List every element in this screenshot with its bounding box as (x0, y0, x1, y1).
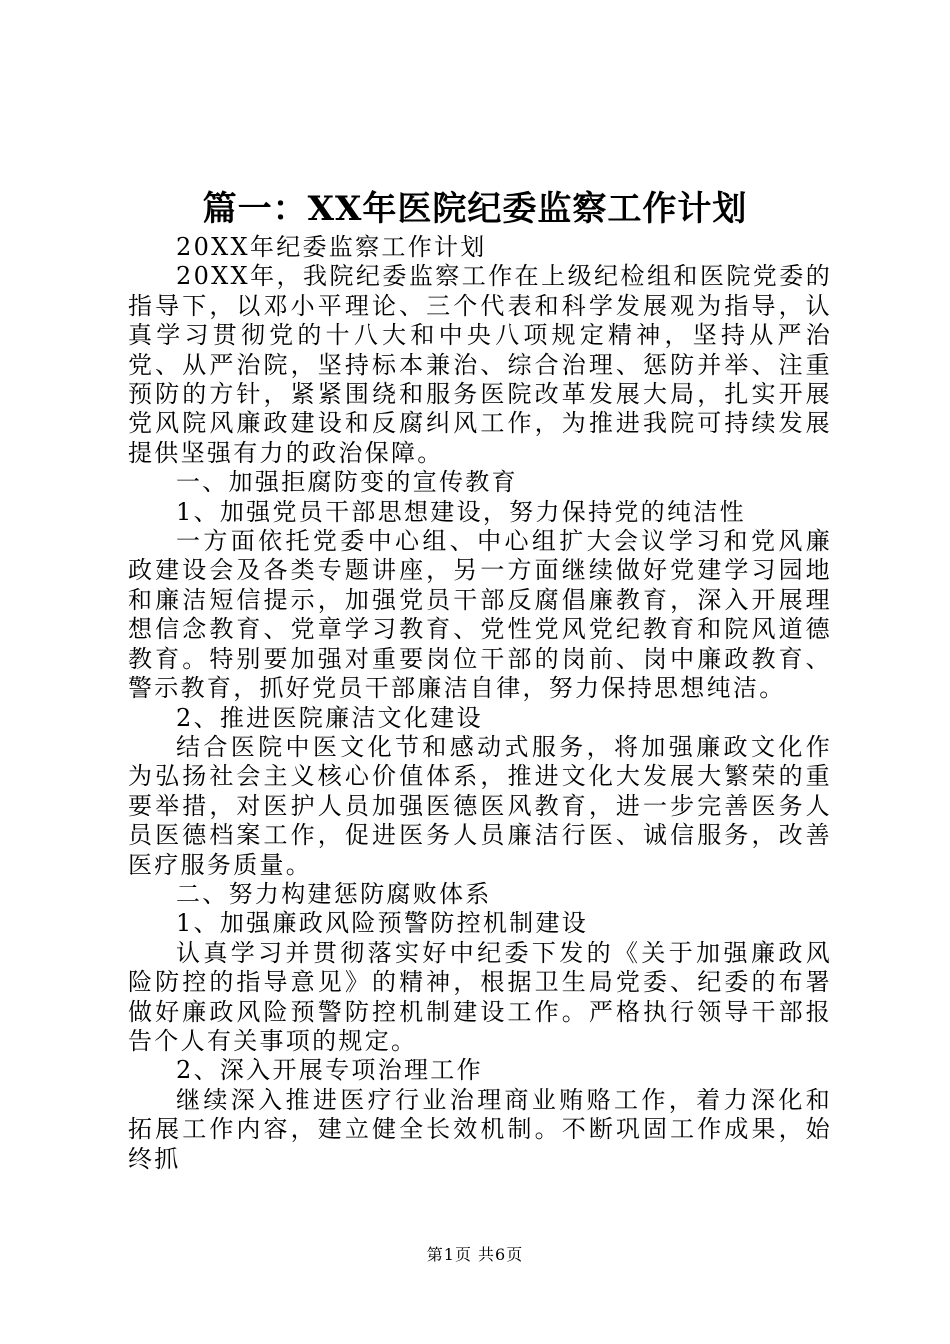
paragraph-1-2: 结合医院中医文化节和感动式服务，将加强廉政文化作为弘扬社会主义核心价值体系，推进文化大发展大繁荣的重要举措，对医护人员加强医德医风教育，进一步完善医务人员医德档案工作，促进医务人员廉洁行医、诚信服务，改善医疗服务质量。 (128, 732, 832, 879)
subsection-heading-2-1: 1、加强廉政风险预警防控机制建设 (176, 909, 589, 938)
page-title: 篇一：XX年医院纪委监察工作计划 (202, 189, 748, 229)
paragraph-2-2: 继续深入推进医疗行业治理商业贿赂工作，着力深化和拓展工作内容，建立健全长效机制。不断巩固工作成果，始终抓 (128, 1085, 832, 1173)
subsection-heading-1-2: 2、推进医院廉洁文化建设 (176, 703, 483, 732)
section-heading-1: 一、加强拒腐防变的宣传教育 (176, 468, 518, 497)
paragraph-subtitle: 20XX年纪委监察工作计划 (176, 233, 487, 261)
paragraph-1-1: 一方面依托党委中心组、中心组扩大会议学习和党风廉政建设会及各类专题讲座，另一方面继续做好党建学习园地和廉洁短信提示，加强党员干部反腐倡廉教育，深入开展理想信念教育、党章学习教育、党性党风党纪教育和院风道德教育。特别要加强对重要岗位干部的岗前、岗中廉政教育、警示教育，抓好党员干部廉洁自律，努力保持思想纯洁。 (128, 527, 832, 703)
document-body (128, 233, 832, 1174)
paragraph-2-1: 认真学习并贯彻落实好中纪委下发的《关于加强廉政风险防控的指导意见》的精神，根据卫生局党委、纪委的布署做好廉政风险预警防控机制建设工作。严格执行领导干部报告个人有关事项的规定。 (128, 938, 832, 1055)
page-number-footer: 第1页 共6页 (426, 1245, 524, 1264)
section-heading-2: 二、努力构建惩防腐败体系 (176, 879, 492, 908)
subsection-heading-2-2: 2、深入开展专项治理工作 (176, 1056, 483, 1085)
subsection-heading-1-1: 1、加强党员干部思想建设，努力保持党的纯洁性 (176, 497, 746, 526)
paragraph-intro: 20XX年，我院纪委监察工作在上级纪检组和医院党委的指导下，以邓小平理论、三个代表和科学发展观为指导，认真学习贯彻党的十八大和中央八项规定精神，坚持从严治党、从严治院，坚持标本兼治、综合治理、惩防并举、注重预防的方针，紧紧围绕和服务医院改革发展大局，扎实开展党风院风廉政建设和反腐纠风工作，为推进我院可持续发展提供坚强有力的政治保障。 (128, 262, 832, 467)
